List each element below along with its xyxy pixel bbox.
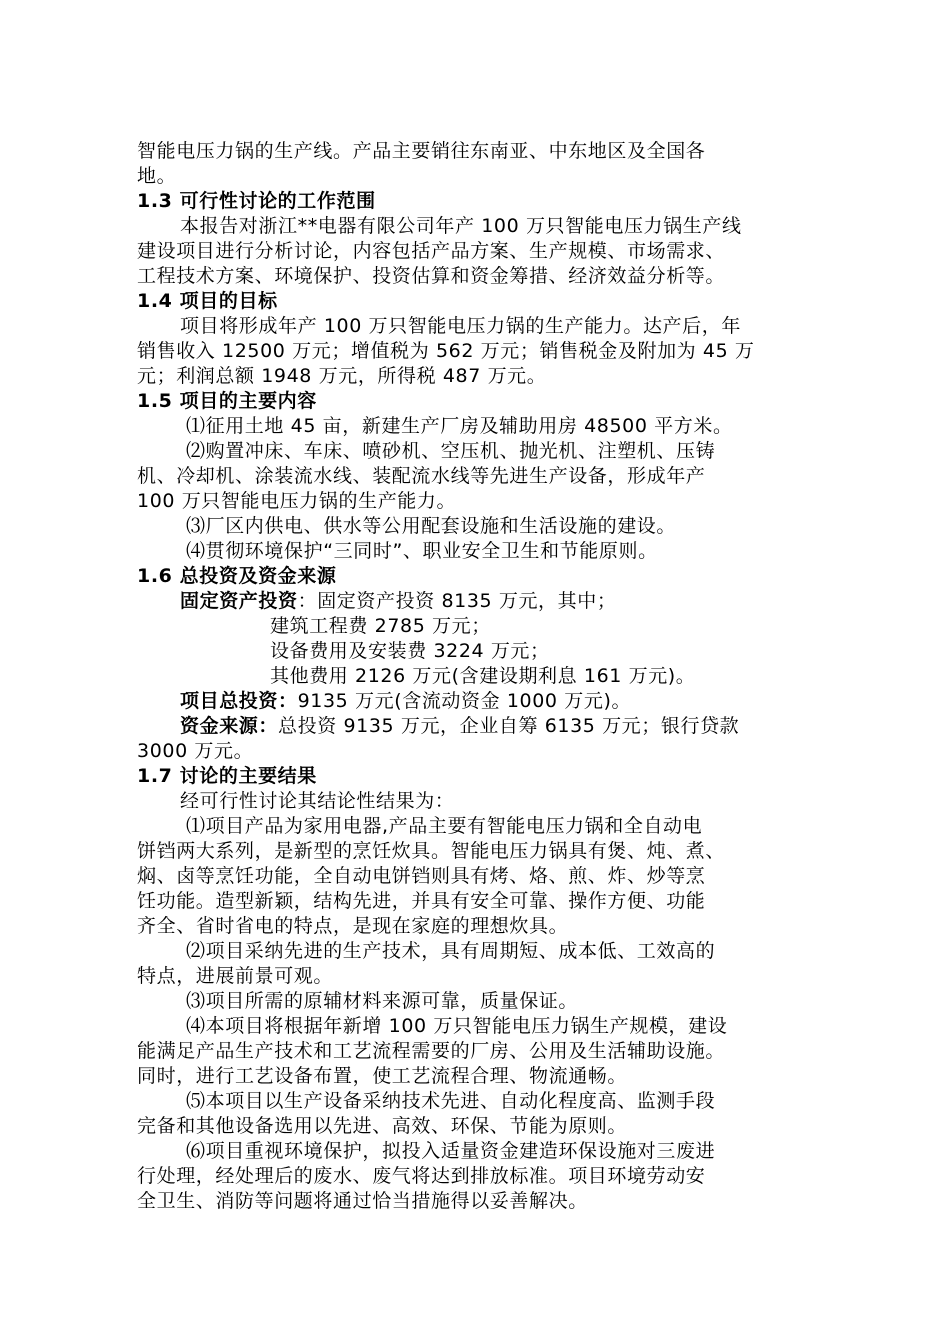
fixed-asset-label: 固定资产投资: [180, 590, 298, 612]
paragraph-line: 100 万只智能电压力锅的生产能力。: [137, 490, 457, 512]
funding-source-label: 资金来源：: [180, 715, 279, 737]
list-item: ⑵项目采纳先进的生产技术，具有周期短、成本低、工效高的: [186, 940, 716, 962]
cost-item: 设备费用及安装费 3224 万元；: [270, 640, 550, 662]
paragraph-line: 销售收入 12500 万元；增值税为 562 万元；销售税金及附加为 45 万: [137, 340, 755, 362]
paragraph-line: 工程技术方案、环境保护、投资估算和资金筹措、经济效益分析等。: [137, 265, 726, 287]
paragraph-line: 地。: [137, 165, 177, 187]
paragraph-line: 能满足产品生产技术和工艺流程需要的厂房、公用及生活辅助设施。: [137, 1040, 726, 1062]
paragraph-line: 饪功能。造型新颖，结构先进，并具有安全可靠、操作方便、功能: [137, 890, 706, 912]
paragraph-line: 建设项目进行分析讨论，内容包括产品方案、生产规模、市场需求、: [137, 240, 726, 262]
paragraph-line: 特点，进展前景可观。: [137, 965, 334, 987]
total-investment-line: [180, 689, 631, 713]
list-item: ⑵购置冲床、车床、喷砂机、空压机、抛光机、注塑机、压铸: [186, 440, 716, 462]
fixed-asset-value: ：固定资产投资 8135 万元，其中；: [297, 590, 617, 612]
paragraph-line: 完备和其他设备选用以先进、高效、环保、节能为原则。: [137, 1115, 628, 1137]
paragraph-line: 饼铛两大系列，是新型的烹饪炊具。智能电压力锅具有煲、炖、煮、: [137, 840, 726, 862]
total-investment-value: 9135 万元(含流动资金 1000 万元)。: [297, 690, 632, 712]
paragraph-line: 经可行性讨论其结论性结果为：: [180, 790, 455, 812]
list-item: ⑹项目重视环境保护，拟投入适量资金建造环保设施对三废进: [186, 1140, 716, 1162]
paragraph-line: 智能电压力锅的生产线。产品主要销往东南亚、中东地区及全国各: [137, 140, 706, 162]
list-item: ⑶项目所需的原辅材料来源可靠，质量保证。: [186, 990, 579, 1012]
paragraph-line: 元；利润总额 1948 万元，所得税 487 万元。: [137, 365, 547, 387]
paragraph-line: 焖、卤等烹饪功能，全自动电饼铛则具有烤、烙、煎、炸、炒等烹: [137, 865, 706, 887]
paragraph-line: 齐全、省时省电的特点，是现在家庭的理想炊具。: [137, 915, 569, 937]
funding-source-value: 总投资 9135 万元，企业自筹 6135 万元；银行贷款: [278, 715, 740, 737]
section-heading-1-5: 1.5 项目的主要内容: [137, 390, 317, 412]
list-item: ⑴征用土地 45 亩，新建生产厂房及辅助用房 48500 平方米。: [186, 415, 733, 437]
cost-item: 其他费用 2126 万元(含建设期利息 161 万元)。: [270, 665, 696, 687]
list-item: ⑷贯彻环境保护“三同时”、职业安全卫生和节能原则。: [186, 540, 658, 562]
list-item: ⑴项目产品为家用电器,产品主要有智能电压力锅和全自动电: [186, 815, 703, 837]
section-heading-1-4: 1.4 项目的目标: [137, 290, 278, 312]
cost-item: 建筑工程费 2785 万元；: [270, 615, 491, 637]
section-heading-1-7: 1.7 讨论的主要结果: [137, 765, 317, 787]
funding-source-line: [180, 714, 739, 738]
list-item: ⑷本项目将根据年新增 100 万只智能电压力锅生产规模，建设: [186, 1015, 728, 1037]
section-heading-1-6: 1.6 总投资及资金来源: [137, 565, 337, 587]
paragraph-line: 机、冷却机、涂装流水线、装配流水线等先进生产设备，形成年产: [137, 465, 706, 487]
paragraph-line: 项目将形成年产 100 万只智能电压力锅的生产能力。达产后，年: [180, 315, 741, 337]
paragraph-line: 3000 万元。: [137, 740, 254, 762]
section-heading-1-3: 1.3 可行性讨论的工作范围: [137, 190, 376, 212]
list-item: ⑶厂区内供电、供水等公用配套设施和生活设施的建设。: [186, 515, 677, 537]
paragraph-line: 本报告对浙江**电器有限公司年产 100 万只智能电压力锅生产线: [180, 215, 742, 237]
paragraph-line: 全卫生、消防等问题将通过恰当措施得以妥善解决。: [137, 1190, 588, 1212]
paragraph-line: 同时，进行工艺设备布置，使工艺流程合理、物流通畅。: [137, 1065, 628, 1087]
list-item: ⑸本项目以生产设备采纳技术先进、自动化程度高、监测手段: [186, 1090, 716, 1112]
paragraph-line: 行处理，经处理后的废水、废气将达到排放标准。项目环境劳动安: [137, 1165, 706, 1187]
fixed-asset-investment-line: [180, 589, 616, 613]
total-investment-label: 项目总投资：: [180, 690, 298, 712]
